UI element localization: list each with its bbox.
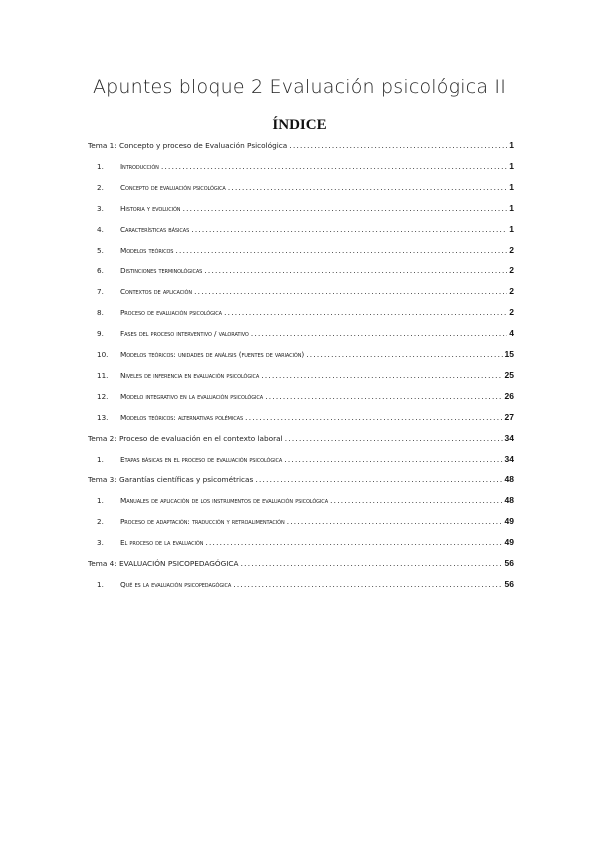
toc-entry-text: Modelos teóricos: unidades de análisis (fuentes de variación) — [120, 350, 305, 359]
index-heading: ÍNDICE — [272, 117, 327, 133]
toc-section-entry[interactable] — [88, 470, 514, 484]
toc-entry-number: 4. — [97, 224, 104, 234]
toc-page-number: 2 — [509, 286, 514, 297]
toc-page-number: 56 — [504, 558, 514, 568]
toc-entry-text: Modelos teóricos — [120, 245, 174, 255]
toc-dot-leader — [261, 372, 502, 380]
toc-page-number: 48 — [504, 474, 514, 485]
toc-dot-leader — [245, 414, 502, 422]
toc-entry-text: Tema 2: Proceso de evaluación en el contexto laboral — [88, 433, 283, 443]
toc-dot-leader — [255, 476, 502, 484]
toc-dot-leader — [284, 456, 502, 464]
toc-section-entry[interactable] — [88, 429, 514, 443]
toc-dot-leader — [306, 351, 502, 359]
toc-dot-leader — [161, 163, 507, 171]
toc-entry-number: 9. — [97, 329, 104, 339]
toc-section-entry[interactable] — [88, 136, 514, 150]
toc-page-number: 34 — [504, 453, 514, 464]
toc-entry-number: 3. — [97, 203, 104, 213]
toc-dot-leader — [241, 560, 503, 568]
toc-page-number: 1 — [509, 160, 514, 171]
toc-item-entry[interactable] — [97, 491, 514, 505]
toc-page-number: 15 — [504, 349, 514, 359]
toc-entry-text: Qué es la evaluación psicopedagógica — [120, 579, 232, 589]
toc-dot-leader — [204, 267, 507, 275]
toc-entry-text: Proceso de adaptación: traducción y retroalimentación — [120, 517, 285, 527]
toc-page-number: 2 — [509, 307, 514, 318]
toc-dot-leader — [228, 184, 508, 192]
toc-item-entry[interactable] — [97, 366, 514, 380]
toc-entry-text: Proceso de evaluación psicológica — [120, 308, 222, 318]
toc-entry-number: 1. — [97, 579, 104, 589]
toc-entry-number: 3. — [97, 538, 104, 548]
toc-entry-number: 1. — [97, 454, 104, 464]
toc-entry-text: Distinciones terminológicas — [120, 266, 203, 276]
toc-dot-leader — [285, 435, 503, 443]
toc-page-number: 1 — [509, 140, 514, 150]
toc-page-number: 48 — [504, 495, 514, 506]
toc-entry-text: Tema 4: EVALUACIÓN PSICOPEDAGÓGICA — [88, 559, 239, 568]
toc-page-number: 1 — [509, 223, 514, 234]
toc-entry-number: 5. — [97, 245, 104, 255]
toc-page-number: 2 — [509, 265, 514, 276]
toc-item-entry[interactable] — [97, 261, 514, 275]
toc-entry-text: Modelos teóricos: alternativas polémicas — [120, 412, 244, 422]
toc-item-entry[interactable] — [97, 220, 514, 234]
toc-page-number: 1 — [509, 181, 514, 192]
toc-entry-number: 8. — [97, 308, 104, 318]
toc-entry-number: 1. — [97, 161, 104, 171]
toc-entry-text: Introducción — [120, 161, 159, 171]
toc-item-entry[interactable] — [97, 512, 514, 526]
toc-entry-number: 10. — [97, 350, 109, 359]
toc-entry-text: Etapas básicas en el proceso de evaluación psicológica — [120, 454, 283, 464]
toc-entry-text: Tema 1: Concepto y proceso de Evaluación Psicológica — [88, 141, 288, 150]
toc-item-entry[interactable] — [97, 178, 514, 192]
toc-entry-text: Características básicas — [120, 224, 190, 234]
toc-page-number: 25 — [504, 369, 514, 380]
toc-entry-number: 7. — [97, 287, 104, 297]
toc-entry-text: Tema 3: Garantías científicas y psicométricas — [88, 475, 254, 485]
toc-item-entry[interactable] — [97, 450, 514, 464]
toc-dot-leader — [287, 518, 503, 526]
toc-section-entry[interactable] — [88, 554, 514, 568]
toc-page-number: 2 — [509, 244, 514, 255]
document-title: Apuntes bloque 2 Evaluación psicológica II — [92, 76, 507, 98]
toc-dot-leader — [175, 247, 507, 255]
toc-dot-leader — [289, 142, 507, 150]
toc-dot-leader — [191, 226, 507, 234]
toc-page-number: 26 — [504, 390, 514, 401]
toc-item-entry[interactable] — [97, 157, 514, 171]
toc-item-entry[interactable] — [97, 282, 514, 296]
toc-dot-leader — [205, 539, 502, 547]
toc-dot-leader — [194, 288, 507, 296]
toc-page-number: 27 — [504, 411, 514, 422]
toc-entry-text: Historia y evolución — [120, 203, 181, 213]
toc-entry-text: Manuales de aplicación de los instrumentos de evaluación psicológica — [120, 496, 329, 506]
toc-dot-leader — [265, 393, 502, 401]
toc-entry-number: 1. — [97, 496, 104, 506]
toc-item-entry[interactable] — [97, 303, 514, 317]
toc-item-entry[interactable] — [97, 533, 514, 547]
toc-page-number: 4 — [509, 328, 514, 339]
toc-item-entry[interactable] — [97, 408, 514, 422]
toc-entry-text: Niveles de inferencia en evaluación psicológica — [120, 370, 260, 380]
toc-entry-number: 2. — [97, 517, 104, 527]
toc-entry-text: Contextos de aplicación — [120, 287, 192, 297]
toc-entry-number: 13. — [97, 412, 109, 422]
toc-item-entry[interactable] — [97, 575, 514, 589]
toc-page-number: 34 — [504, 432, 514, 443]
toc-page-number: 49 — [504, 537, 514, 548]
toc-dot-leader — [330, 497, 503, 505]
toc-item-entry[interactable] — [97, 387, 514, 401]
toc-item-entry[interactable] — [97, 345, 514, 359]
toc-dot-leader — [182, 205, 507, 213]
toc-entry-text: Fases del proceso interventivo / valorativo — [120, 329, 249, 339]
toc-page-number: 49 — [504, 516, 514, 527]
toc-entry-text: Modelo integrativo en la evaluación psicológica — [120, 391, 264, 401]
toc-entry-number: 12. — [97, 391, 109, 401]
toc-entry-text: Concepto de evaluación psicológica — [120, 182, 226, 192]
toc-dot-leader — [233, 581, 502, 589]
toc-item-entry[interactable] — [97, 324, 514, 338]
toc-item-entry[interactable] — [97, 241, 514, 255]
toc-entry-number: 11. — [97, 370, 109, 380]
toc-item-entry[interactable] — [97, 199, 514, 213]
toc-entry-number: 2. — [97, 182, 104, 192]
toc-dot-leader — [224, 309, 507, 317]
toc-dot-leader — [251, 330, 507, 338]
toc-page-number: 56 — [504, 578, 514, 589]
toc-entry-number: 6. — [97, 266, 104, 276]
toc-entry-text: El proceso de la evaluación — [120, 538, 204, 548]
toc-page-number: 1 — [509, 202, 514, 213]
